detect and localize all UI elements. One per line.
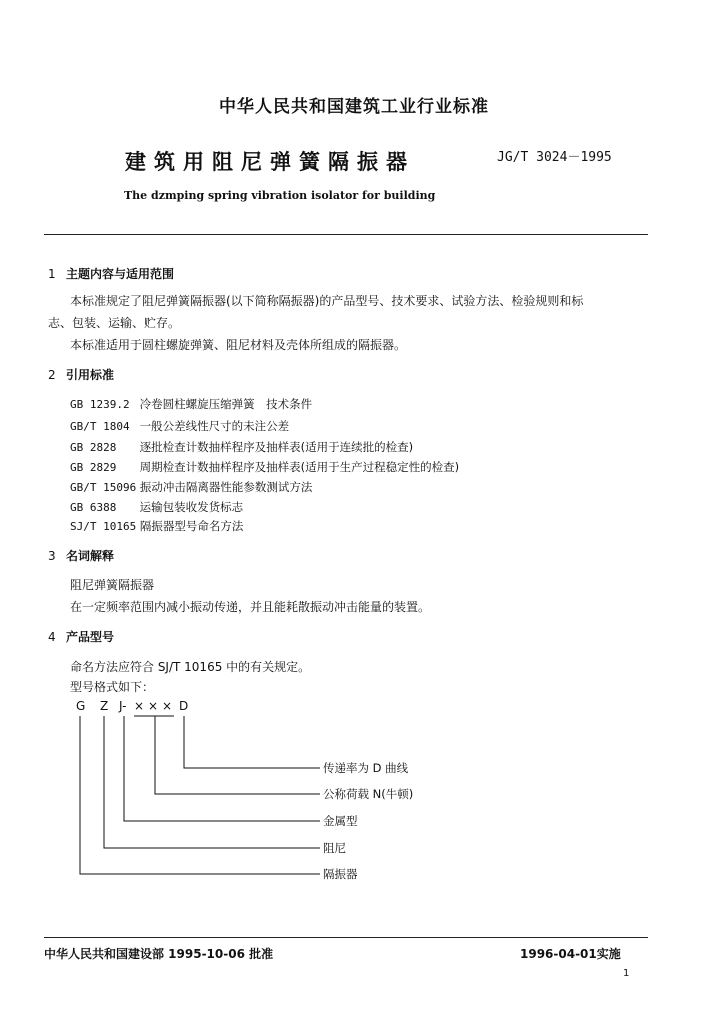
model-letter-g: G	[76, 699, 86, 713]
label-transmissibility-curve: 传递率为 D 曲线	[323, 761, 409, 775]
model-placeholder-x: ×	[162, 699, 173, 713]
section-number: 4	[48, 630, 56, 644]
reference-code: GB 1239.2	[70, 398, 130, 411]
issuing-standard-heading: 中华人民共和国建筑工业行业标准	[219, 97, 489, 117]
leader-line-z	[104, 716, 320, 848]
reference-item	[70, 459, 459, 475]
reference-item	[70, 518, 243, 534]
reference-name: 冷卷圆柱螺旋压缩弹簧 技术条件	[139, 397, 313, 411]
model-letter-d: D	[179, 699, 189, 713]
section-title: 主题内容与适用范围	[66, 267, 175, 281]
section-1-para-2: 本标准适用于圆柱螺旋弹簧、阻尼材料及壳体所组成的隔振器。	[70, 338, 407, 352]
label-damping: 阻尼	[323, 841, 346, 855]
section-title: 名词解释	[66, 549, 115, 563]
term: 阻尼弹簧隔振器	[70, 578, 155, 592]
reference-name: 一般公差线性尺寸的未注公差	[139, 419, 290, 433]
reference-name: 逐批检查计数抽样程序及抽样表(适用于连续批的检查)	[139, 440, 414, 454]
section-title: 引用标准	[66, 368, 115, 382]
reference-item	[70, 439, 413, 455]
reference-code: GB 6388	[70, 501, 117, 514]
section-1-para-1: 本标准规定了阻尼弹簧隔振器(以下简称隔振器)的产品型号、技术要求、试验方法、检验规则和标	[70, 294, 584, 308]
section-2-heading	[48, 366, 114, 383]
label-nominal-load: 公称荷载 N(牛顿)	[323, 787, 414, 801]
section-number: 3	[48, 549, 56, 563]
english-title: The dzmping spring vibration isolator for building	[124, 189, 436, 202]
footer-divider	[44, 937, 648, 938]
reference-name: 周期检查计数抽样程序及抽样表(适用于生产过程稳定性的检查)	[139, 460, 460, 474]
model-letter-z: Z	[100, 699, 109, 713]
leader-line-xxx	[155, 716, 320, 794]
document-title: 建筑用阻尼弹簧隔振器	[125, 150, 415, 174]
label-metal-type: 金属型	[323, 814, 358, 828]
model-format-diagram	[0, 690, 708, 890]
page-number: 1	[623, 968, 630, 979]
section-number: 1	[48, 267, 56, 281]
section-1-heading	[48, 265, 174, 282]
reference-item	[70, 479, 312, 495]
reference-name: 振动冲击隔离器性能参数测试方法	[139, 480, 313, 494]
reference-code: GB 2829	[70, 461, 117, 474]
section-4-heading	[48, 628, 114, 645]
leader-line-d	[184, 716, 320, 768]
reference-item	[70, 418, 289, 434]
reference-code: GB/T 15096	[70, 481, 137, 494]
reference-code: GB/T 1804	[70, 420, 130, 433]
standard-code: JG/T 3024－1995	[497, 150, 612, 165]
effective-date: 1996-04-01实施	[520, 947, 621, 961]
model-placeholder-x: ×	[134, 699, 145, 713]
header-divider	[44, 234, 648, 235]
model-placeholder-x: ×	[148, 699, 159, 713]
label-isolator: 隔振器	[323, 867, 358, 881]
model-format-intro: 型号格式如下：	[70, 680, 155, 694]
reference-code: GB 2828	[70, 441, 117, 454]
leader-line-g	[80, 716, 320, 874]
model-letter-j: J-	[119, 699, 127, 713]
section-1-para-1-cont: 志、包装、运输、贮存。	[48, 316, 181, 330]
reference-item	[70, 499, 243, 515]
reference-name: 隔振器型号命名方法	[139, 519, 244, 533]
term-definition: 在一定频率范围内减小振动传递，并且能耗散振动冲击能量的装置。	[70, 600, 431, 614]
reference-item	[70, 396, 312, 412]
approval-line: 中华人民共和国建设部 1995-10-06 批准	[44, 947, 274, 961]
naming-method-text: 命名方法应符合 SJ/T 10165 中的有关规定。	[70, 660, 311, 674]
section-3-heading	[48, 547, 114, 564]
reference-code: SJ/T 10165	[70, 520, 137, 533]
section-title: 产品型号	[66, 630, 115, 644]
section-number: 2	[48, 368, 56, 382]
reference-name: 运输包装收发货标志	[139, 500, 244, 514]
